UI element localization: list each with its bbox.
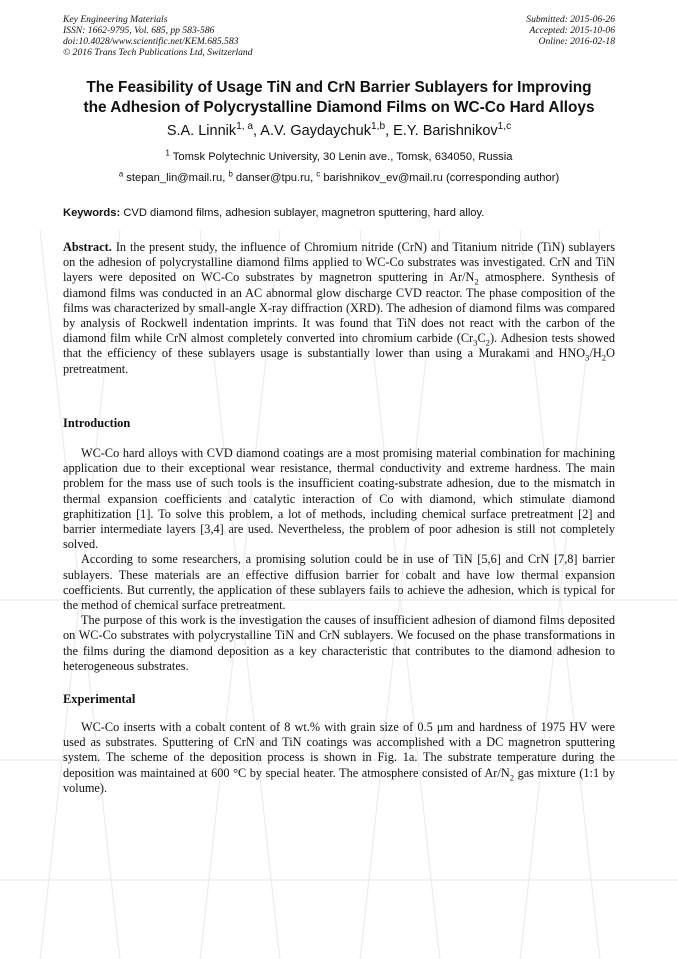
journal-copyright: © 2016 Trans Tech Publications Ltd, Switzerland (63, 47, 253, 58)
keywords (63, 206, 615, 220)
experimental-section (63, 720, 615, 796)
abstract-text: O pretreatment. (63, 346, 615, 376)
abstract-text: ). Adhesion tests showed that the efficiency of these sublayers usage is substantially lower than using a Murakami and HNO (63, 331, 615, 361)
abstract-text: C (477, 331, 486, 346)
experimental-heading: Experimental (63, 692, 136, 706)
accepted-date: Accepted: 2015-10-06 (529, 25, 615, 36)
introduction-paragraph: According to some researchers, a promising solution could be in use of TiN [5,6] and CrN [7,8] barrier sublayers. These materials are an effective diffusion barrier for cobalt and have low thermal expansion coefficients. But currently, the application of these sublayers fails to achieve the adhesion, which is typical for the method of chemical surface pretreatment. (63, 552, 615, 613)
paper-title (40, 78, 638, 118)
introduction-heading: Introduction (63, 416, 131, 430)
introduction-paragraph: WC-Co hard alloys with CVD diamond coatings are a most promising material combination for machining application due to their exceptional wear resistance, thermal conductivity and extreme hardness. The main problem for the mass use of such tools is the insufficient coating-substrate adhesion, due to the mismatch in thermal expansion coefficients and catalytic interaction of Co with diamond, which stimulate diamond graphitization [1]. To solve this problem, a lot of methods, including chemical surface pretreatment [2] and barrier intermediate layers [3,4] are used. Nevertheless, the problem of poor adhesion is still not completely solved. (63, 446, 615, 552)
author-affiliation-mark: 1,c (497, 121, 512, 133)
journal-doi: doi:10.4028/www.scientific.net/KEM.685.583 (63, 36, 239, 47)
email-link[interactable]: barishnikov_ev@mail.ru (corresponding author) (323, 172, 560, 184)
subscript: 2 (509, 772, 515, 783)
author-list (40, 122, 638, 140)
introduction-paragraph: The purpose of this work is the investigation the causes of insufficient adhesion of diamond films deposited on WC-Co substrates with polycrystalline TiN and CrN sublayers. We focused on the phase transformations in the films during the diamond deposition as a key characteristic that contributes to the diamond adhesion to heterogeneous substrates. (63, 613, 615, 673)
submitted-date: Submitted: 2015-06-26 (526, 14, 615, 25)
abstract (63, 240, 615, 377)
abstract-text: atmosphere. Synthesis of diamond films was conducted in an AC abnormal glow discharge CVD reactor. The phase composition of the films was characterized by small-angle X-ray diffraction (XRD). The adhesion of diamond films was compared by analysis of Rockwell indentation imprints. It was found that TiN does not react with the carbon of the diamond film while CrN almost completely converted into chromium carbide (Cr (63, 270, 615, 346)
title-line-1: The Feasibility of Usage TiN and CrN Barrier Sublayers for Improving (86, 79, 592, 96)
author-name: S.A. Linnik (166, 123, 237, 139)
email-link[interactable]: stepan_lin@mail.ru (126, 172, 223, 184)
subscript: 2 (485, 337, 490, 348)
subscript: 3 (473, 337, 478, 348)
subscript: 3 (585, 352, 590, 363)
email-mark: c (316, 169, 321, 179)
author-affiliation-mark: 1,b (371, 121, 386, 133)
email-mark: a (118, 169, 124, 179)
journal-name: Key Engineering Materials (63, 14, 168, 25)
affiliation (40, 150, 638, 164)
email-mark: b (228, 169, 233, 179)
header-right (526, 14, 615, 47)
introduction-section (63, 446, 615, 674)
email-link[interactable]: danser@tpu.ru (235, 172, 311, 184)
keywords-text: CVD diamond films, adhesion sublayer, magnetron sputtering, hard alloy. (123, 207, 485, 219)
abstract-label: Abstract. (63, 240, 112, 254)
author-name: E.Y. Barishnikov (393, 123, 498, 139)
header-left (63, 14, 253, 58)
experimental-paragraph (63, 720, 615, 796)
abstract-text: /H (589, 346, 602, 361)
affiliation-mark: 1 (165, 148, 170, 158)
experimental-text: gas mixture (1:1 by volume). (63, 765, 615, 795)
journal-issn: ISSN: 1662-9795, Vol. 685, pp 583-586 (63, 25, 215, 36)
author-separator: , (253, 123, 261, 139)
email-separator: , (310, 172, 317, 184)
author-name: A.V. Gaydaychuk (260, 123, 371, 139)
title-line-2: the Adhesion of Polycrystalline Diamond Films on WC-Co Hard Alloys (83, 99, 595, 116)
author-affiliation-mark: 1, a (236, 121, 254, 133)
keywords-label: Keywords: (63, 207, 121, 219)
affiliation-text: Tomsk Polytechnic University, 30 Lenin ave., Tomsk, 634050, Russia (172, 151, 513, 163)
author-separator: , (385, 123, 394, 139)
experimental-text: WC-Co inserts with a cobalt content of 8 wt.% with grain size of 0.5 μm and hardness of 1975 HV were used as substrates. Sputtering of CrN and TiN coatings was accomplished with a DC magnetron sputtering system. The scheme of the deposition process is shown in Fig. 1a. The substrate temperature during the deposition was maintained at 600 °C by special heater. The atmosphere consisted of Ar/N (63, 720, 615, 780)
subscript: 2 (601, 352, 607, 363)
abstract-text: In the present study, the influence of Chromium nitride (CrN) and Titanium nitride (TiN) sublayers on the adhesion of polycrystalline diamond films applied to WC-Co substrates was investigated. CrN and TiN layers were deposited on WC-Co substrates by magnetron sputtering in Ar/N (63, 240, 616, 285)
email-separator: , (222, 172, 229, 184)
online-date: Online: 2016-02-18 (538, 36, 615, 47)
author-emails (40, 171, 638, 185)
subscript: 2 (474, 276, 479, 287)
